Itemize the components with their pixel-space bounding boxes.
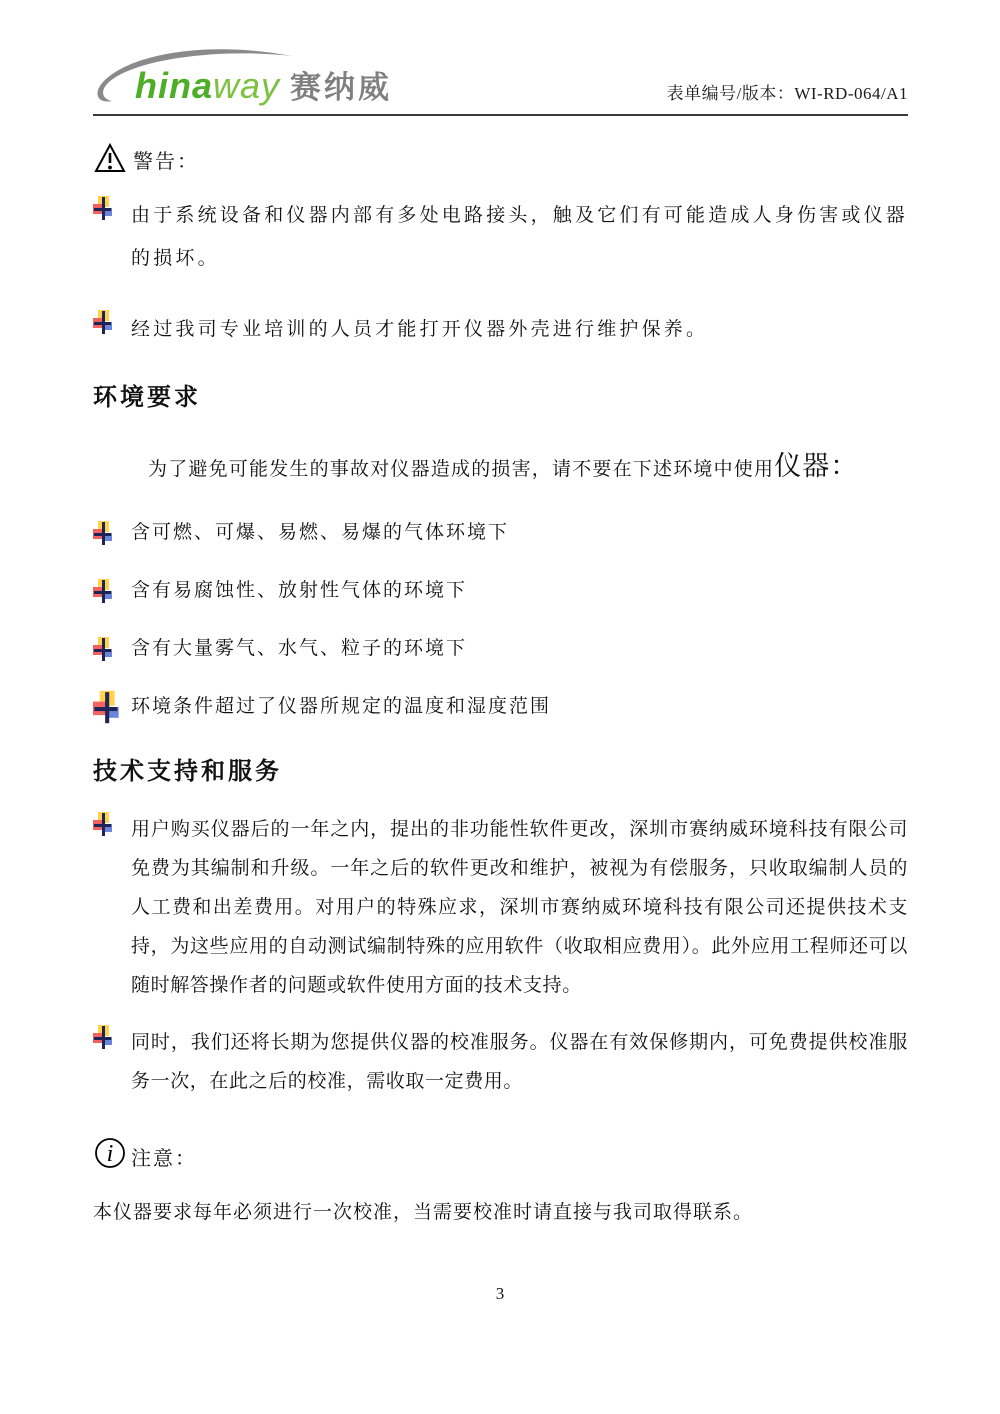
environment-list <box>93 519 908 721</box>
page-header <box>93 0 908 116</box>
list-item <box>93 810 908 1005</box>
environment-intro-emphasis: 仪器： <box>774 451 859 481</box>
list-item-text: 含有大量雾气、水气、粒子的环境下 <box>131 638 468 659</box>
colored-cross-bullet-icon <box>93 579 114 603</box>
list-item <box>93 194 908 280</box>
logo-way: way <box>213 65 281 106</box>
list-item <box>93 577 908 605</box>
warning-heading <box>93 142 908 174</box>
list-item-text: 用户购买仪器后的一年之内，提出的非功能性软件更改，深圳市赛纳威环境科技有限公司免费为其编制和升级。一年之后的软件更改和维护，被视为有偿服务，只收取编制人员的人工费和出差费用。对用户的特殊应求，深圳市赛纳威环境科技有限公司还提供技术支持，为这些应用的自动测试编制特殊的应用软件（收取相应费用）。此外应用工程师还可以随时解答操作者的问题或软件使用方面的技术支持。 <box>131 819 908 996</box>
support-section-title: 技术支持和服务 <box>93 759 282 785</box>
list-item <box>93 1023 908 1101</box>
list-item-text: 经过我司专业培训的人员才能打开仪器外壳进行维护保养。 <box>131 319 709 340</box>
form-number-label: 表单编号/版本：WI-RD-064/A1 <box>666 84 908 103</box>
list-item <box>93 308 908 351</box>
list-item-text: 由于系统设备和仪器内部有多处电路接头，触及它们有可能造成人身伤害或仪器的损坏。 <box>131 205 909 269</box>
list-item <box>93 635 908 663</box>
list-item-text: 含有易腐蚀性、放射性气体的环境下 <box>131 580 468 601</box>
colored-cross-bullet-icon <box>93 637 114 661</box>
colored-cross-bullet-icon <box>93 196 114 220</box>
list-item <box>93 519 908 547</box>
environment-intro-text: 为了避免可能发生的事故对仪器造成的损害，请不要在下述环境中使用 <box>148 459 775 480</box>
note-text: 本仪器要求每年必须进行一次校准，当需要校准时请直接与我司取得联系。 <box>93 1202 754 1223</box>
logo-text <box>135 65 393 106</box>
environment-section-title: 环境要求 <box>93 385 201 411</box>
note-title: 注意： <box>131 1148 197 1170</box>
page-number: 3 <box>495 1284 505 1303</box>
svg-text:i: i <box>106 1141 114 1167</box>
colored-cross-bullet-icon <box>93 521 114 545</box>
colored-cross-bullet-icon <box>93 1025 114 1049</box>
logo-chinese-name: 赛纳威 <box>290 70 393 105</box>
colored-cross-bullet-icon <box>93 691 121 723</box>
info-circle-icon <box>93 1135 127 1171</box>
note-heading <box>93 1135 908 1171</box>
colored-cross-bullet-icon <box>93 812 114 836</box>
list-item-text: 含可燃、可爆、易燃、易爆的气体环境下 <box>131 522 510 543</box>
warning-triangle-icon <box>93 142 127 174</box>
colored-cross-bullet-icon <box>93 310 114 334</box>
logo-hina: hina <box>135 65 214 106</box>
environment-intro <box>148 444 908 483</box>
list-item-text: 同时，我们还将长期为您提供仪器的校准服务。仪器在有效保修期内，可免费提供校准服务一次，在此之后的校准，需收取一定费用。 <box>131 1032 908 1092</box>
list-item-text: 环境条件超过了仪器所规定的温度和湿度范围 <box>131 696 552 717</box>
list-item <box>93 693 908 721</box>
warning-title: 警告： <box>133 151 199 173</box>
chinaway-logo <box>93 50 392 108</box>
